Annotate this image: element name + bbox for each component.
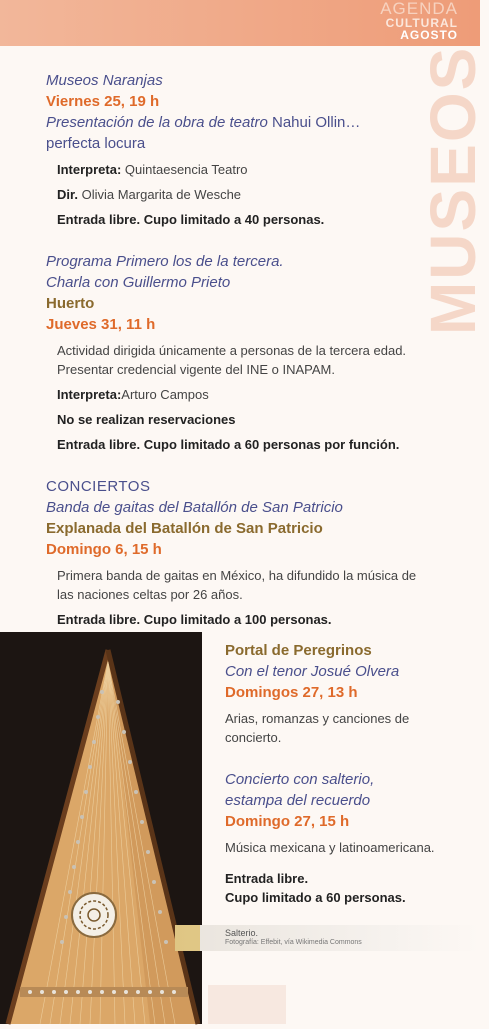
event-entrada: Entrada libre. Cupo limitado a 60 personas por función.: [57, 437, 400, 452]
dir-value: Olivia Margarita de Wesche: [81, 187, 242, 202]
section-side-label: MUSEOS: [417, 45, 489, 335]
interpreta-value: Quintaesencia Teatro: [124, 162, 248, 177]
event-title-name: Nahui Ollin…: [272, 114, 361, 131]
event-title-line2: Charla con Guillermo Prieto: [46, 274, 231, 291]
event-interpreta: [57, 385, 426, 404]
header-bar: [0, 0, 480, 46]
event-venue: Explanada del Batallón de San Patricio: [46, 520, 323, 537]
salterio-photo: [0, 632, 202, 1024]
event-date: Domingo 6, 15 h: [46, 541, 162, 558]
section-heading: CONCIERTOS: [46, 478, 151, 495]
event-cupo: Cupo limitado a 60 personas.: [225, 890, 406, 905]
decorative-block: [208, 985, 286, 1024]
event-interpreta: [57, 160, 426, 179]
event-salterio: [225, 769, 465, 907]
event-description: Arias, romanzas y canciones de concierto.: [225, 711, 410, 745]
dir-label: Dir.: [57, 187, 78, 202]
agenda-month: AGOSTO: [400, 28, 458, 42]
agenda-title: AGENDA: [380, 0, 458, 18]
events-list: [46, 70, 426, 651]
event-title-line2: perfecta locura: [46, 135, 146, 152]
agenda-subtitle: CULTURAL: [385, 16, 458, 30]
interpreta-value: Arturo Campos: [121, 387, 209, 402]
event-title: Con el tenor Josué Olvera: [225, 663, 400, 680]
event-venue: Museos Naranjas: [46, 72, 163, 89]
event-title-line1: Concierto con salterio,: [225, 771, 375, 788]
event-description: Actividad dirigida únicamente a personas de la tercera edad. Presentar credencial vigente del INE o INAPAM.: [57, 343, 407, 377]
event-title-line1: Programa Primero los de la tercera.: [46, 253, 284, 270]
caption-accent-bar: [175, 925, 200, 951]
event-date: Domingos 27, 13 h: [225, 684, 358, 701]
event-entrada: Entrada libre.: [225, 871, 309, 886]
event-date: Jueves 31, 11 h: [46, 316, 156, 333]
event-description: Música mexicana y latinoamericana.: [225, 840, 435, 855]
event-description: Primera banda de gaitas en México, ha difundido la música de las naciones celtas por 26 años.: [57, 568, 417, 602]
salterio-image: [0, 632, 202, 1024]
event-date: Domingo 27, 15 h: [225, 813, 350, 830]
event-entrada: Entrada libre. Cupo limitado a 100 personas.: [57, 612, 332, 627]
event-venue: Huerto: [46, 295, 95, 312]
event-reservas: No se realizan reservaciones: [57, 412, 236, 427]
photo-caption: [175, 925, 480, 951]
event-nahui-ollin: [46, 70, 426, 229]
event-date: Viernes 25, 19 h: [46, 93, 160, 110]
interpreta-label: Interpreta:: [57, 162, 122, 177]
interpreta-label: Interpreta:: [57, 387, 122, 402]
event-venue: Portal de Peregrinos: [225, 642, 372, 659]
event-title-text: Presentación de la obra de teatro: [46, 114, 268, 131]
event-banda-gaitas: [46, 476, 426, 629]
event-title-line2: estampa del recuerdo: [225, 792, 371, 809]
event-director: [57, 185, 426, 204]
concerts-right-column: [225, 640, 465, 929]
event-title: [46, 112, 426, 133]
caption-title: Salterio.: [225, 928, 259, 938]
caption-credit: Fotografía: Effebit, vía Wikimedia Commons: [225, 939, 362, 946]
event-entrada: Entrada libre. Cupo limitado a 40 personas.: [57, 212, 325, 227]
event-title: Banda de gaitas del Batallón de San Patricio: [46, 499, 343, 516]
event-guillermo-prieto: [46, 251, 426, 454]
event-portal-peregrinos: [225, 640, 465, 747]
